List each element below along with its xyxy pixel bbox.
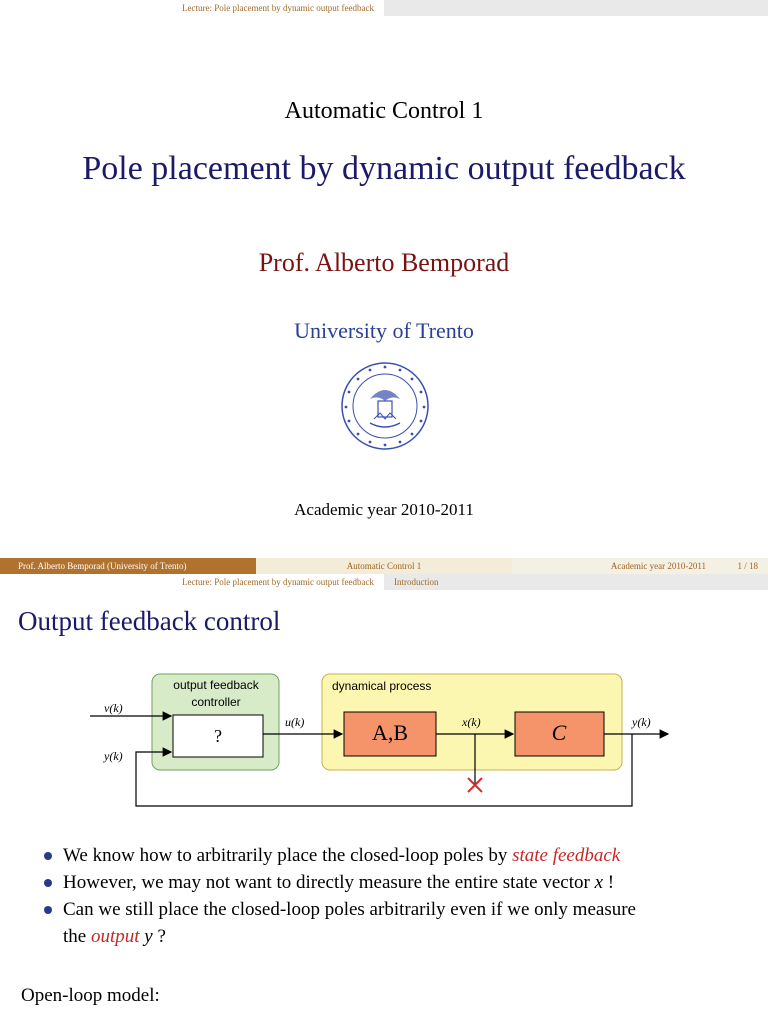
bullet-list <box>40 842 760 950</box>
controller-label-2: controller <box>191 695 241 709</box>
ab-block-label: A,B <box>371 720 409 745</box>
slide-title: Pole placement by dynamic output feedback <box>82 150 686 187</box>
footer-right <box>512 558 768 574</box>
bullet-2-post: ! <box>603 872 615 893</box>
bullet-1-emphasis: state feedback <box>512 845 621 866</box>
c-block-label: C <box>551 720 567 745</box>
title-slide <box>0 16 768 557</box>
signal-v: v(k) <box>104 701 123 715</box>
bullet-2-text: However, we may not want to directly measure the entire state vector <box>63 872 595 893</box>
university-seal-icon <box>340 361 430 451</box>
author-name: Prof. Alberto Bemporad <box>258 248 510 277</box>
frame-title: Output feedback control <box>18 606 281 636</box>
bullet-icon <box>44 852 52 860</box>
signal-y-feedback: y(k) <box>104 749 123 763</box>
top-navbar <box>0 0 768 16</box>
bullet-3-emphasis: output <box>90 926 140 947</box>
controller-label-1: output feedback <box>173 678 259 692</box>
nav-lecture-title-2[interactable]: Lecture: Pole placement by dynamic output feedback <box>0 574 384 590</box>
second-navbar <box>0 574 768 590</box>
block-diagram <box>90 666 690 816</box>
footer-academic-year[interactable]: Academic year 2010-2011 <box>610 561 706 571</box>
bullet-3-line2: the <box>63 926 91 947</box>
nav-section-empty <box>384 0 768 16</box>
footer-page-number[interactable]: 1 / 18 <box>737 561 758 571</box>
course-name: Automatic Control 1 <box>284 98 484 124</box>
bullet-3-text: Can we still place the closed-loop poles arbitrarily even if we only measure <box>63 899 636 920</box>
nav-lecture-title[interactable]: Lecture: Pole placement by dynamic output feedback <box>0 0 384 16</box>
bullet-icon <box>44 906 52 914</box>
bullet-3-var: y <box>144 926 153 947</box>
bullet-3-post: ? <box>152 926 166 947</box>
controller-block-label: ? <box>214 726 222 746</box>
list-item <box>40 869 760 896</box>
open-loop-label: Open-loop model: <box>21 985 160 1006</box>
nav-section-introduction[interactable]: Introduction <box>384 574 768 590</box>
list-item <box>40 896 760 950</box>
list-item <box>40 842 760 869</box>
footer-course[interactable]: Automatic Control 1 <box>256 558 512 574</box>
signal-x: x(k) <box>462 715 481 729</box>
bullet-1-text: We know how to arbitrarily place the closed-loop poles by <box>63 845 513 866</box>
academic-year: Academic year 2010-2011 <box>294 500 474 519</box>
bullet-2-var: x <box>594 872 604 893</box>
bullet-icon <box>44 879 52 887</box>
footer-author[interactable]: Prof. Alberto Bemporad (University of Trento) <box>0 558 256 574</box>
signal-u: u(k) <box>285 715 305 729</box>
footer-bar <box>0 558 768 574</box>
signal-y-output: y(k) <box>632 715 651 729</box>
process-label: dynamical process <box>332 679 432 693</box>
university-name: University of Trento <box>294 318 474 343</box>
